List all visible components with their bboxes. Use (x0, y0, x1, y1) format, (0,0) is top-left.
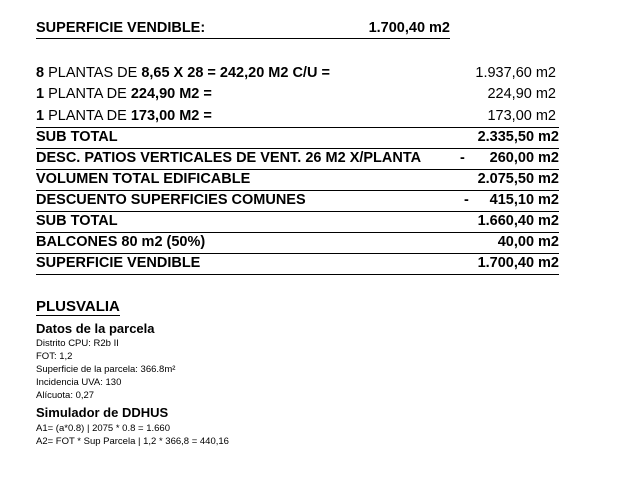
datos-line-fot: FOT: 1,2 (36, 351, 73, 362)
row-dimensions: 8,65 X 28 = 242,20 M2 C/U = (141, 65, 330, 81)
row-value: 1.660,40 m2 (477, 212, 559, 229)
headline-label: SUPERFICIE VENDIBLE: (36, 20, 206, 36)
row-label: BALCONES 80 m2 (50%) (36, 233, 206, 250)
minus-sign: - (460, 149, 465, 166)
simulador-line-a2: A2= FOT * Sup Parcela | 1,2 * 366,8 = 440,16 (36, 436, 229, 447)
row-value: 1.700,40 m2 (477, 254, 559, 271)
row-count: 1 (36, 86, 45, 103)
calc-row-balcones (36, 233, 559, 254)
calc-row-volumen-total (36, 170, 559, 191)
row-label: SUB TOTAL (36, 128, 118, 145)
datos-line-incidencia: Incidencia UVA: 130 (36, 377, 122, 388)
datos-line-superficie: Superficie de la parcela: 366.8m² (36, 364, 176, 375)
row-text: PLANTA DE (44, 107, 131, 124)
headline-value: 1.700,40 m2 (368, 20, 450, 36)
headline-superficie-vendible (36, 20, 450, 39)
row-label: VOLUMEN TOTAL EDIFICABLE (36, 170, 251, 187)
row-label: DESC. PATIOS VERTICALES DE VENT. 26 M2 X/PLANTA (36, 149, 422, 166)
row-count: 8 (36, 65, 45, 81)
row-dimensions: 173,00 M2 = (130, 107, 212, 124)
row-value: 2.335,50 m2 (477, 128, 559, 145)
plusvalia-title: PLUSVALIA (36, 298, 120, 315)
calc-row-1-planta-173 (36, 107, 559, 128)
row-label: DESCUENTO SUPERFICIES COMUNES (36, 191, 306, 208)
row-dimensions: 224,90 M2 = (130, 86, 212, 103)
calc-row-1-planta-224 (36, 85, 559, 106)
row-value: 415,10 m2 (489, 191, 559, 208)
calc-row-sub-total-2 (36, 212, 559, 233)
row-value: 40,00 m2 (497, 233, 559, 250)
calc-row-descuento-comunes (36, 191, 559, 212)
row-value: 260,00 m2 (489, 149, 559, 166)
simulador-line-a1: A1= (a*0.8) | 2075 * 0.8 = 1.660 (36, 423, 170, 434)
row-text: PLANTA DE (44, 86, 131, 103)
row-value: 2.075,50 m2 (477, 170, 559, 187)
row-count: 1 (36, 107, 45, 124)
calc-row-superficie-vendible (36, 254, 559, 275)
minus-sign: - (464, 191, 469, 208)
datos-line-alicuota: Alícuota: 0,27 (36, 390, 95, 401)
calculation-table (36, 64, 559, 275)
simulador-heading: Simulador de DDHUS (36, 405, 169, 420)
calc-row-sub-total-1 (36, 128, 559, 149)
row-value: 1.937,60 m2 (475, 65, 556, 81)
row-value: 224,90 m2 (487, 86, 556, 103)
datos-line-distrito: Distrito CPU: R2b II (36, 338, 119, 349)
row-value: 173,00 m2 (487, 107, 556, 124)
calc-row-8-plantas (36, 64, 559, 85)
datos-parcela-heading: Datos de la parcela (36, 321, 155, 336)
row-text: PLANTAS DE (44, 65, 142, 81)
row-label: SUPERFICIE VENDIBLE (36, 254, 201, 271)
row-label: SUB TOTAL (36, 212, 118, 229)
calc-row-desc-patios (36, 149, 559, 170)
